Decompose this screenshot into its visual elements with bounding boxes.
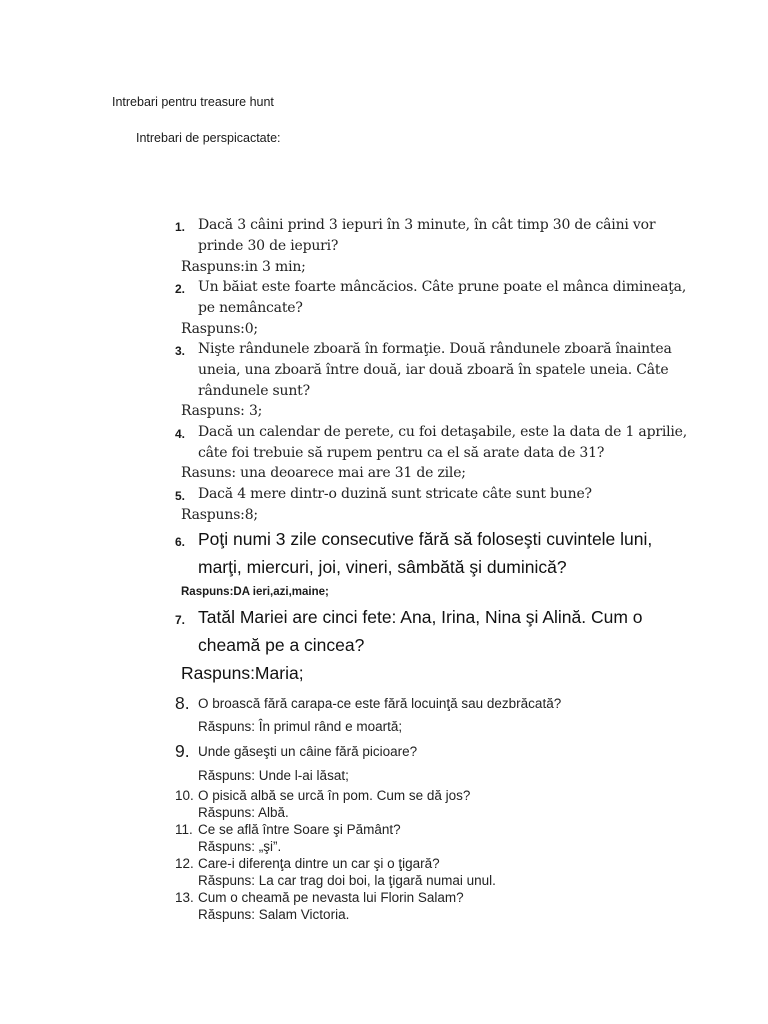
question-text: Dacă un calendar de perete, cu foi detaşabile, este la data de 1 aprilie, <box>198 424 688 440</box>
question-number: 11. <box>175 822 193 837</box>
question-number: 7. <box>175 613 186 627</box>
question-text: Nişte rândunele zboară în formaţie. Două rândunele zboară înaintea <box>198 341 672 357</box>
answer-text: Raspuns:0; <box>181 321 258 337</box>
question-text: rândunele sunt? <box>198 383 310 399</box>
answer-text: Raspuns:in 3 min; <box>181 259 306 275</box>
answer-text: Răspuns: Unde l-ai lăsat; <box>198 768 349 783</box>
question-text: Unde găseşti un câine fără picioare? <box>198 744 418 759</box>
question-number: 10. <box>175 788 194 803</box>
question-text: Dacă 3 câini prind 3 iepuri în 3 minute, în cât timp 30 de câini vor <box>198 217 656 233</box>
answer-text: Răspuns: Salam Victoria. <box>198 907 350 922</box>
question-text: uneia, una zboară între două, iar două zboară în spatele uneia. Câte <box>198 362 669 378</box>
answer-text: Raspuns:DA ieri,azi,maine; <box>181 586 329 598</box>
question-text: Poţi numi 3 zile consecutive fără să foloseşti cuvintele luni, <box>198 529 653 549</box>
question-number: 2. <box>175 282 186 296</box>
answer-text: Rasuns: una deoarece mai are 31 de zile; <box>181 465 466 481</box>
question-text: Cum o cheamă pe nevasta lui Florin Salam? <box>198 890 464 905</box>
question-text: Un băiat este foarte mâncăcios. Câte prune poate el mânca dimineaţa, <box>198 279 687 295</box>
question-number: 3. <box>175 344 186 358</box>
answer-text: Răspuns: În primul rând e moartă; <box>198 719 403 734</box>
answer-text: Raspuns: 3; <box>181 403 263 419</box>
question-number: 6. <box>175 535 186 549</box>
answer-text: Răspuns: Albă. <box>198 805 289 820</box>
question-number: 13. <box>175 890 194 905</box>
question-text: pe nemâncate? <box>198 300 303 316</box>
answer-text: Raspuns:Maria; <box>181 663 304 683</box>
question-number: 9. <box>175 741 190 761</box>
question-text: Care-i diferenţa dintre un car şi o ţigară? <box>198 856 440 871</box>
question-number: 4. <box>175 427 186 441</box>
question-text: Dacă 4 mere dintr-o duzină sunt stricate câte sunt bune? <box>198 486 592 502</box>
question-number: 1. <box>175 220 186 234</box>
question-text: O pisică albă se urcă în pom. Cum se dă jos? <box>198 788 471 803</box>
answer-text: Răspuns: La car trag doi boi, la ţigară numai unul. <box>198 873 496 888</box>
question-number: 8. <box>175 693 190 713</box>
question-text: O broască fără carapa-ce este fără locuinţă sau dezbrăcată? <box>198 696 562 711</box>
question-text: Tatăl Mariei are cinci fete: Ana, Irina, Nina şi Alină. Cum o <box>198 607 643 627</box>
section-heading: Intrebari de perspicactate: <box>136 131 281 145</box>
question-number: 5. <box>175 489 186 503</box>
answer-text: Răspuns: „şi”. <box>198 839 282 854</box>
question-number: 12. <box>175 856 194 871</box>
question-text: prinde 30 de iepuri? <box>198 238 339 254</box>
answer-text: Raspuns:8; <box>181 507 258 523</box>
question-text: marţi, miercuri, joi, vineri, sâmbătă şi duminică? <box>198 557 567 577</box>
document-title: Intrebari pentru treasure hunt <box>112 95 274 109</box>
question-text: Ce se află între Soare şi Pământ? <box>198 822 401 837</box>
question-text: câte foi trebuie să rupem pentru ca el să arate data de 31? <box>198 445 605 461</box>
question-text: cheamă pe a cincea? <box>198 635 365 655</box>
